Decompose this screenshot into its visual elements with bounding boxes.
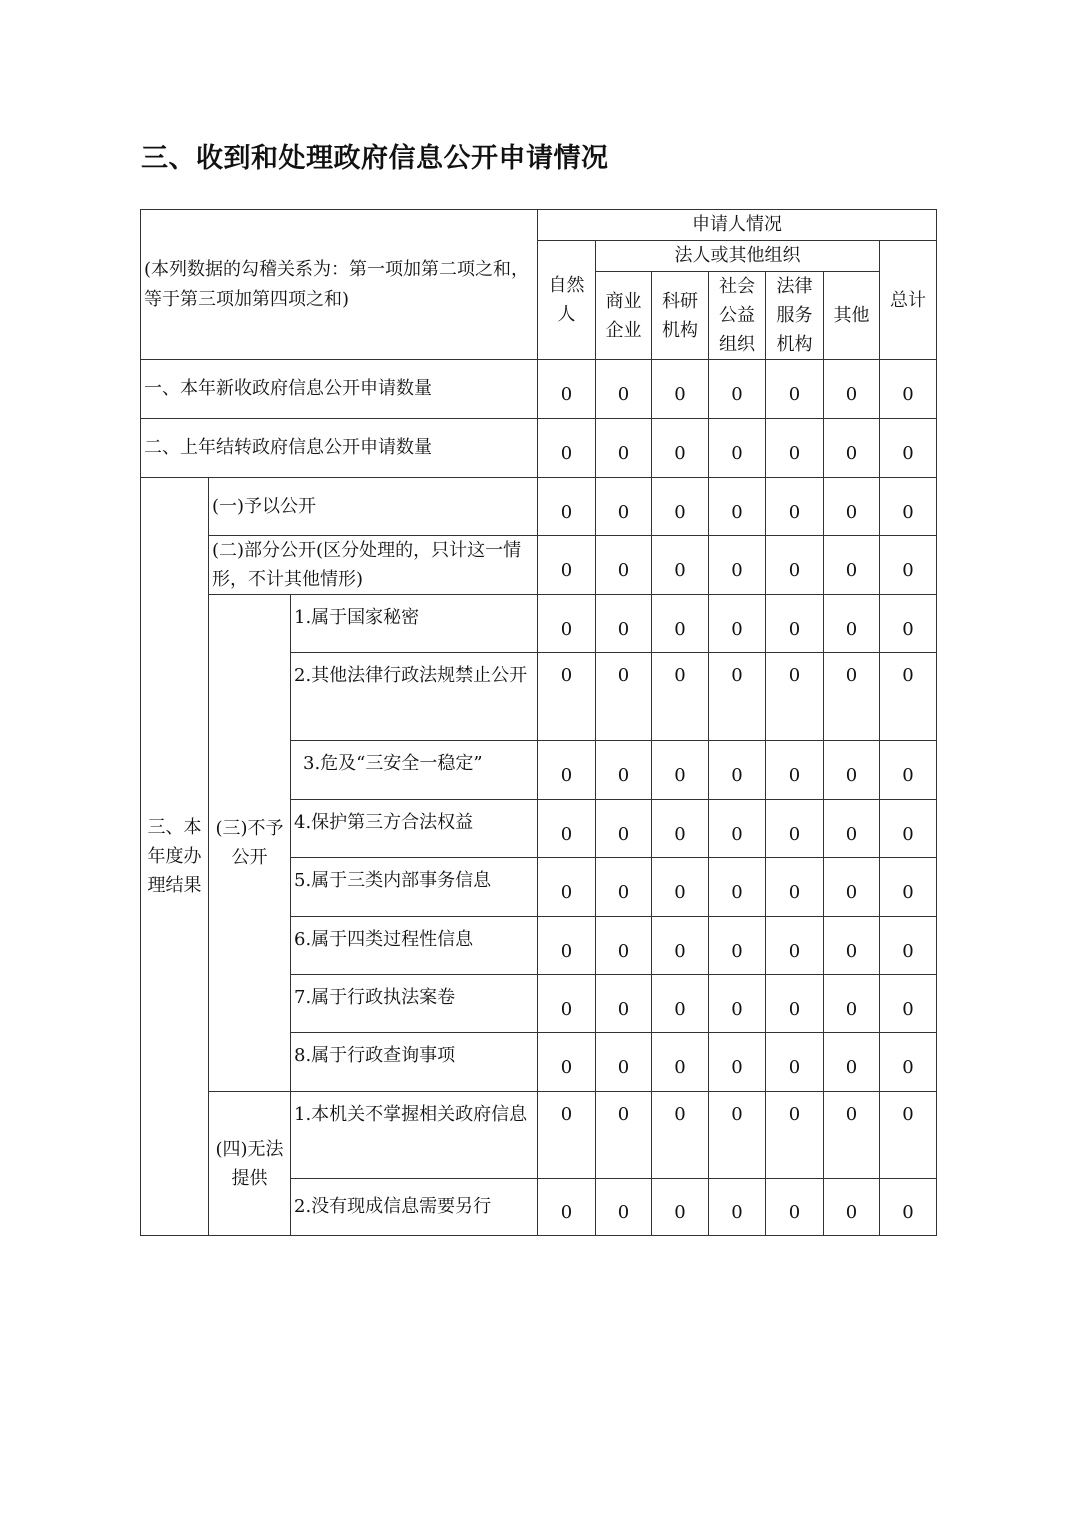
row-label: (二)部分公开(区分处理的，只计这一情形，不计其他情形) [209,536,538,595]
cell-value: 0 [824,653,880,741]
cell-value: 0 [538,1179,596,1236]
cell-value: 0 [880,1033,937,1092]
cell-value: 0 [880,478,937,536]
cell-value: 0 [596,800,652,858]
cell-value: 0 [652,1033,709,1092]
cell-value: 0 [709,917,766,975]
cell-value: 0 [824,975,880,1033]
cell-value: 0 [709,419,766,478]
cell-value: 0 [596,858,652,917]
cell-value: 0 [880,800,937,858]
row-label: 6.属于四类过程性信息 [291,917,538,975]
row-label: 8.属于行政查询事项 [291,1033,538,1092]
cell-value: 0 [824,536,880,595]
cell-value: 0 [652,741,709,800]
cell-value: 0 [766,419,824,478]
legal-service-org-header: 法律服务机构 [766,272,824,360]
cell-value: 0 [824,1033,880,1092]
cell-value: 0 [596,917,652,975]
section-title: 三、收到和处理政府信息公开申请情况 [141,143,609,174]
cell-value: 0 [766,1092,824,1179]
cell-value: 0 [766,800,824,858]
legal-and-other-header: 法人或其他组织 [596,241,880,272]
row-label: 3.危及“三安全一稳定” [291,741,538,800]
cell-value: 0 [596,419,652,478]
row-label: 7.属于行政执法案卷 [291,975,538,1033]
cell-value: 0 [652,478,709,536]
cell-value: 0 [596,1033,652,1092]
cell-value: 0 [709,536,766,595]
cell-value: 0 [766,1033,824,1092]
cell-value: 0 [538,858,596,917]
cell-value: 0 [596,1179,652,1236]
cell-value: 0 [880,917,937,975]
cell-value: 0 [709,478,766,536]
cell-value: 0 [652,800,709,858]
row-label: 1.属于国家秘密 [291,595,538,653]
row-label: 一、本年新收政府信息公开申请数量 [141,360,538,419]
cell-value: 0 [880,419,937,478]
cell-value: 0 [596,653,652,741]
cell-value: 0 [766,653,824,741]
section3-label: 三、本年度办理结果 [141,478,209,1236]
commercial-enterprise-header: 商业企业 [596,272,652,360]
cell-value: 0 [652,653,709,741]
cell-value: 0 [766,975,824,1033]
cell-value: 0 [538,917,596,975]
cell-value: 0 [766,858,824,917]
cell-value: 0 [824,360,880,419]
cell-value: 0 [652,419,709,478]
cell-value: 0 [538,653,596,741]
cell-value: 0 [652,536,709,595]
cell-value: 0 [596,595,652,653]
cell-value: 0 [538,1092,596,1179]
cell-value: 0 [538,536,596,595]
cell-value: 0 [766,478,824,536]
disclosure-requests-table [140,209,937,1236]
cell-value: 0 [652,1092,709,1179]
cell-value: 0 [538,478,596,536]
cell-value: 0 [709,741,766,800]
cell-value: 0 [766,917,824,975]
cell-value: 0 [709,360,766,419]
cell-value: 0 [824,1179,880,1236]
cell-value: 0 [766,595,824,653]
cell-value: 0 [824,858,880,917]
cell-value: 0 [824,741,880,800]
cell-value: 0 [880,1179,937,1236]
cell-value: 0 [880,653,937,741]
cell-value: 0 [880,741,937,800]
applicant-situation-header: 申请人情况 [538,210,937,241]
cell-value: 0 [538,360,596,419]
cell-value: 0 [538,975,596,1033]
cell-value: 0 [880,360,937,419]
cell-value: 0 [538,419,596,478]
cell-value: 0 [596,478,652,536]
cell-value: 0 [652,917,709,975]
table-note-cell: (本列数据的勾稽关系为：第一项加第二项之和，等于第三项加第四项之和) [141,210,538,360]
cell-value: 0 [596,1092,652,1179]
cell-value: 0 [880,536,937,595]
cell-value: 0 [538,800,596,858]
cell-value: 0 [596,536,652,595]
cell-value: 0 [538,741,596,800]
cell-value: 0 [596,360,652,419]
cell-value: 0 [652,1179,709,1236]
natural-person-header: 自然人 [538,241,596,360]
cell-value: 0 [652,360,709,419]
cell-value: 0 [880,858,937,917]
cell-value: 0 [709,595,766,653]
row-label: 1.本机关不掌握相关政府信息 [291,1092,538,1179]
cell-value: 0 [538,595,596,653]
cell-value: 0 [709,1179,766,1236]
cell-value: 0 [824,419,880,478]
cell-value: 0 [652,975,709,1033]
cell-value: 0 [824,595,880,653]
row-label: 4.保护第三方合法权益 [291,800,538,858]
cell-value: 0 [596,741,652,800]
cell-value: 0 [709,858,766,917]
cell-value: 0 [766,360,824,419]
cell-value: 0 [652,858,709,917]
row-label: 2.其他法律行政法规禁止公开 [291,653,538,741]
research-institution-header: 科研机构 [652,272,709,360]
cell-value: 0 [709,1033,766,1092]
cell-value: 0 [824,478,880,536]
group3-label: (三)不予公开 [209,595,291,1092]
cell-value: 0 [709,975,766,1033]
cell-value: 0 [766,1179,824,1236]
cell-value: 0 [709,800,766,858]
total-header: 总计 [880,241,937,360]
cell-value: 0 [880,975,937,1033]
cell-value: 0 [766,536,824,595]
cell-value: 0 [880,1092,937,1179]
row-label: 二、上年结转政府信息公开申请数量 [141,419,538,478]
cell-value: 0 [538,1033,596,1092]
cell-value: 0 [596,975,652,1033]
cell-value: 0 [652,595,709,653]
row-label: 2.没有现成信息需要另行 [291,1179,538,1236]
cell-value: 0 [709,1092,766,1179]
cell-value: 0 [824,800,880,858]
cell-value: 0 [709,653,766,741]
other-org-header: 其他 [824,272,880,360]
social-welfare-org-header: 社会公益组织 [709,272,766,360]
cell-value: 0 [824,917,880,975]
cell-value: 0 [880,595,937,653]
group4-label: (四)无法提供 [209,1092,291,1236]
row-label: (一)予以公开 [209,478,538,536]
cell-value: 0 [766,741,824,800]
cell-value: 0 [824,1092,880,1179]
row-label: 5.属于三类内部事务信息 [291,858,538,917]
